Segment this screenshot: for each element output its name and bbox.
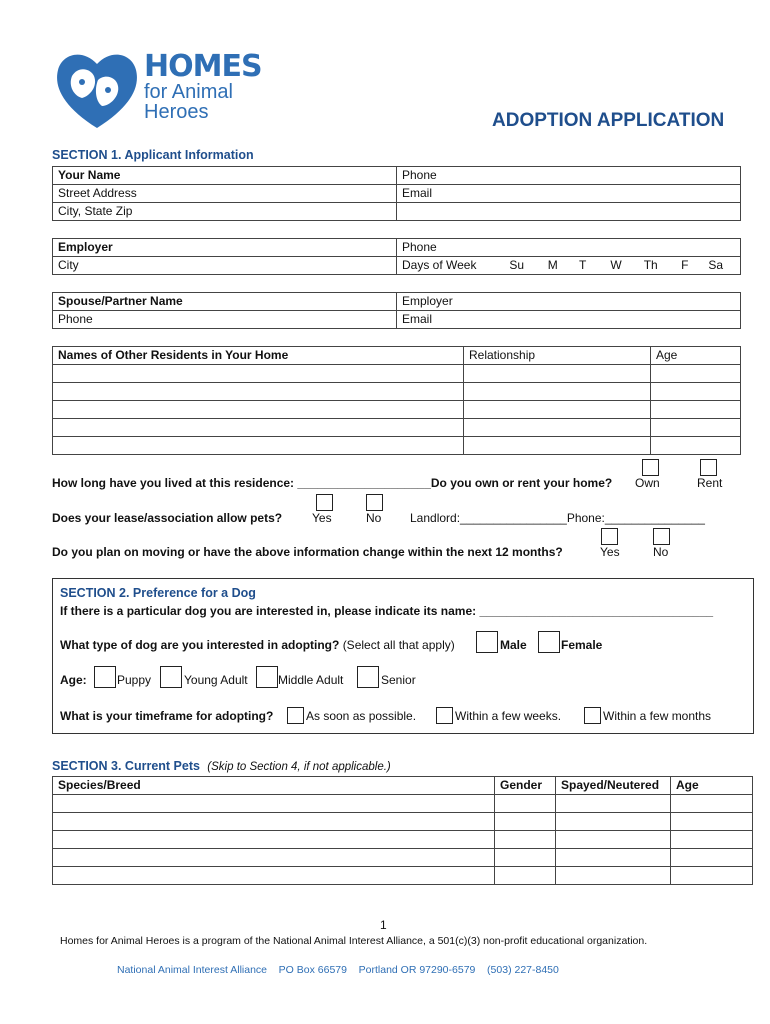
days-of-week-label: Days of Week xyxy=(402,258,477,272)
rent-label: Rent xyxy=(697,476,723,490)
asap-checkbox[interactable] xyxy=(287,707,304,724)
pet-species-cell[interactable] xyxy=(53,867,495,885)
section3-title: SECTION 3. Current Pets xyxy=(52,759,200,773)
resident-relationship-cell[interactable] xyxy=(464,437,651,455)
timeframe-question: What is your timeframe for adopting? xyxy=(60,709,274,723)
table-row xyxy=(53,831,753,849)
table-row xyxy=(53,365,741,383)
lease-no-label: No xyxy=(366,511,382,525)
employer-phone-field[interactable]: Phone xyxy=(397,239,741,257)
puppy-checkbox[interactable] xyxy=(94,666,116,688)
moving-no-label: No xyxy=(653,545,669,559)
few-months-label: Within a few months xyxy=(603,709,712,723)
pet-gender-cell[interactable] xyxy=(495,795,556,813)
pet-age-header: Age xyxy=(671,777,753,795)
pet-age-cell[interactable] xyxy=(671,849,753,867)
residents-relationship-header: Relationship xyxy=(464,347,651,365)
day-th[interactable]: Th xyxy=(643,258,658,272)
spouse-email-field[interactable]: Email xyxy=(397,311,741,329)
lease-question: Does your lease/association allow pets? xyxy=(52,511,283,525)
residents-age-header: Age xyxy=(651,347,741,365)
page-number: 1 xyxy=(380,918,387,932)
brand-name: HOMES xyxy=(144,49,262,84)
senior-label: Senior xyxy=(381,673,416,687)
brand-line2: for Animal xyxy=(144,81,233,103)
pet-species-cell[interactable] xyxy=(53,795,495,813)
table-row xyxy=(53,437,741,455)
spouse-phone-field[interactable]: Phone xyxy=(53,311,397,329)
section3-hint: (Skip to Section 4, if not applicable.) xyxy=(207,761,391,773)
day-w[interactable]: W xyxy=(610,258,622,272)
residents-table xyxy=(52,346,741,455)
pet-species-cell[interactable] xyxy=(53,849,495,867)
resident-relationship-cell[interactable] xyxy=(464,419,651,437)
table-row xyxy=(53,849,753,867)
moving-question: Do you plan on moving or have the above information change within the next 12 months? xyxy=(52,545,563,559)
employer-city-field[interactable]: City xyxy=(53,257,397,275)
contact-info: National Animal Interest Alliance PO Box 66579 Portland OR 97290-6579 (503) 227-8450 xyxy=(117,964,559,976)
pet-spayed-cell[interactable] xyxy=(556,813,671,831)
resident-name-cell[interactable] xyxy=(53,419,464,437)
pet-gender-cell[interactable] xyxy=(495,831,556,849)
table-row xyxy=(53,813,753,831)
resident-age-cell[interactable] xyxy=(651,401,741,419)
young-adult-label: Young Adult xyxy=(184,673,248,687)
few-weeks-label: Within a few weeks. xyxy=(455,709,562,723)
spouse-name-field[interactable]: Spouse/Partner Name xyxy=(53,293,397,311)
resident-age-cell[interactable] xyxy=(651,437,741,455)
male-checkbox[interactable] xyxy=(476,631,498,653)
resident-relationship-cell[interactable] xyxy=(464,383,651,401)
resident-age-cell[interactable] xyxy=(651,365,741,383)
few-weeks-checkbox[interactable] xyxy=(436,707,453,724)
pet-species-cell[interactable] xyxy=(53,831,495,849)
section2-title: SECTION 2. Preference for a Dog xyxy=(60,586,256,600)
middle-adult-label: Middle Adult xyxy=(278,673,344,687)
own-label: Own xyxy=(635,476,660,490)
applicant-email-field[interactable]: Email xyxy=(397,185,741,203)
young-adult-checkbox[interactable] xyxy=(160,666,182,688)
your-name-field[interactable]: Your Name xyxy=(53,167,397,185)
lease-no-checkbox[interactable] xyxy=(366,494,383,511)
pet-age-cell[interactable] xyxy=(671,795,753,813)
dog-type-question: What type of dog are you interested in adopting? xyxy=(60,638,340,652)
applicant-table xyxy=(52,166,741,221)
pet-spayed-cell[interactable] xyxy=(556,867,671,885)
pet-spayed-cell[interactable] xyxy=(556,795,671,813)
employer-table xyxy=(52,238,741,275)
current-pets-table xyxy=(52,776,753,885)
age-label: Age: xyxy=(60,673,87,687)
pet-spayed-cell[interactable] xyxy=(556,849,671,867)
day-sa[interactable]: Sa xyxy=(708,258,724,272)
puppy-label: Puppy xyxy=(117,673,152,687)
table-row xyxy=(53,795,753,813)
rent-checkbox[interactable] xyxy=(700,459,717,476)
resident-name-cell[interactable] xyxy=(53,383,464,401)
table-row xyxy=(53,419,741,437)
day-m[interactable]: M xyxy=(547,258,558,272)
resident-name-cell[interactable] xyxy=(53,401,464,419)
program-note: Homes for Animal Heroes is a program of the National Animal Interest Alliance, a 501(c)(3) non-profit educational organization. xyxy=(60,935,648,947)
table-row xyxy=(53,867,753,885)
pet-spayed-cell[interactable] xyxy=(556,831,671,849)
pet-gender-cell[interactable] xyxy=(495,867,556,885)
pet-gender-cell[interactable] xyxy=(495,813,556,831)
moving-no-checkbox[interactable] xyxy=(653,528,670,545)
section1-title: SECTION 1. Applicant Information xyxy=(52,148,254,162)
how-long-question: How long have you lived at this residence: ____________________Do you own or rent your home? xyxy=(52,476,613,490)
resident-relationship-cell[interactable] xyxy=(464,365,651,383)
brand-line3: Heroes xyxy=(144,101,209,123)
day-t[interactable]: T xyxy=(579,258,587,272)
city-state-zip-field[interactable]: City, State Zip xyxy=(53,203,397,221)
empty-cell xyxy=(397,203,741,221)
pet-age-cell[interactable] xyxy=(671,813,753,831)
days-of-week-field[interactable] xyxy=(397,257,741,275)
applicant-phone-field[interactable]: Phone xyxy=(397,167,741,185)
resident-age-cell[interactable] xyxy=(651,383,741,401)
resident-name-cell[interactable] xyxy=(53,437,464,455)
particular-dog-field[interactable]: If there is a particular dog you are interested in, please indicate its name: ___________________________________ xyxy=(60,604,714,618)
few-months-checkbox[interactable] xyxy=(584,707,601,724)
dog-type-row xyxy=(60,638,455,652)
day-f[interactable]: F xyxy=(681,258,689,272)
street-address-field[interactable]: Street Address xyxy=(53,185,397,203)
landlord-field[interactable]: Landlord:________________Phone:_______________ xyxy=(410,511,705,525)
section3-heading xyxy=(52,759,391,773)
dog-type-hint: (Select all that apply) xyxy=(342,638,455,652)
female-checkbox[interactable] xyxy=(538,631,560,653)
resident-name-cell[interactable] xyxy=(53,365,464,383)
species-breed-header: Species/Breed xyxy=(53,777,495,795)
lease-yes-label: Yes xyxy=(312,511,332,525)
pet-age-cell[interactable] xyxy=(671,867,753,885)
table-row xyxy=(53,383,741,401)
middle-adult-checkbox[interactable] xyxy=(256,666,278,688)
asap-label: As soon as possible. xyxy=(306,709,417,723)
heart-dog-icon xyxy=(52,46,142,136)
employer-field[interactable]: Employer xyxy=(53,239,397,257)
pet-gender-cell[interactable] xyxy=(495,849,556,867)
moving-yes-checkbox[interactable] xyxy=(601,528,618,545)
spouse-employer-field[interactable]: Employer xyxy=(397,293,741,311)
day-su[interactable]: Su xyxy=(509,258,525,272)
residents-name-header: Names of Other Residents in Your Home xyxy=(53,347,464,365)
female-label: Female xyxy=(561,638,603,652)
lease-yes-checkbox[interactable] xyxy=(316,494,333,511)
table-row xyxy=(53,401,741,419)
pet-age-cell[interactable] xyxy=(671,831,753,849)
moving-yes-label: Yes xyxy=(600,545,620,559)
resident-relationship-cell[interactable] xyxy=(464,401,651,419)
gender-header: Gender xyxy=(495,777,556,795)
spouse-table xyxy=(52,292,741,329)
logo xyxy=(52,46,262,136)
senior-checkbox[interactable] xyxy=(357,666,379,688)
male-label: Male xyxy=(500,638,527,652)
pet-species-cell[interactable] xyxy=(53,813,495,831)
spayed-neutered-header: Spayed/Neutered xyxy=(556,777,671,795)
resident-age-cell[interactable] xyxy=(651,419,741,437)
own-checkbox[interactable] xyxy=(642,459,659,476)
page-title: ADOPTION APPLICATION xyxy=(492,110,725,131)
